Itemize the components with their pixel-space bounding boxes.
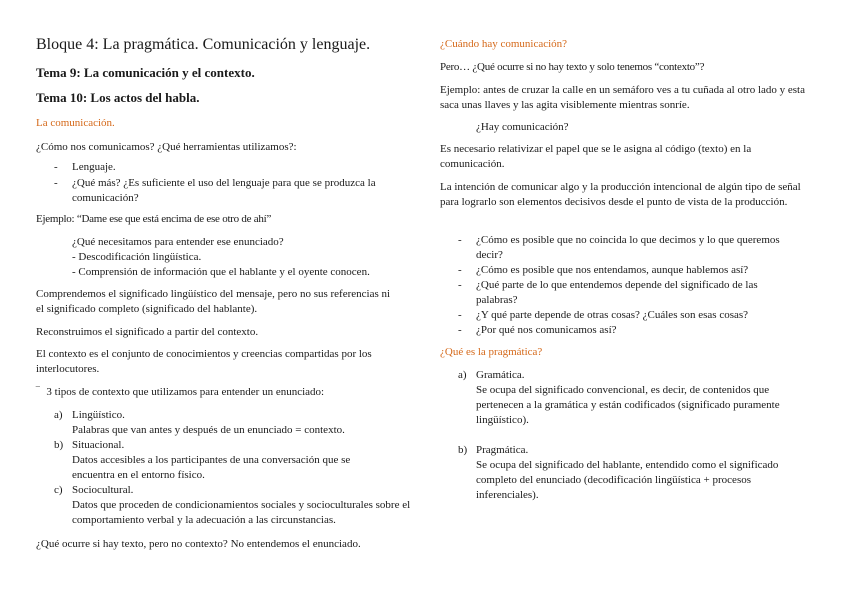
item-name: Sociocultural. [72, 484, 134, 496]
list-item [458, 323, 820, 338]
section-heading-comunicacion: La comunicación. [36, 117, 115, 129]
list-item [458, 368, 820, 443]
needs-list [72, 235, 416, 280]
list-item-text: ¿Y qué parte depende de otras cosas? ¿Cuáles son esas cosas? [476, 309, 749, 321]
list-item [458, 308, 820, 323]
dash-bullet: - [458, 234, 462, 246]
block-title: Bloque 4: La pragmática. Comunicación y lenguaje. [36, 36, 371, 53]
example-sentence: Ejemplo: “Dame ese que está encima de ese otro de ahí” [36, 213, 272, 225]
dash-bullet: - [54, 177, 58, 189]
section-heading-cuando: ¿Cuándo hay comunicación? [440, 38, 568, 50]
item-label: c) [54, 484, 63, 496]
section-heading-pragmatica: ¿Qué es la pragmática? [440, 346, 543, 358]
bullet-list-tools [54, 160, 416, 208]
paragraph-comprendemos: Comprendemos el significado lingüístico del mensaje, pero no sus referencias ni el significado completo (significado del hablante). [36, 288, 391, 315]
item-description: Datos que proceden de condicionamientos sociales y socioculturales sobre el comportamiento verbal y la adecuación a las circunstancias. [72, 499, 411, 526]
question-list [458, 233, 820, 338]
list-item [54, 483, 416, 528]
dash-bullet: - [458, 309, 462, 321]
list-item [458, 263, 820, 278]
list-item-text: ¿Cómo es posible que nos entendamos, aunque hablemos así? [476, 264, 749, 276]
list-item-text: ¿Qué más? ¿Es suficiente el uso del lenguaje para que se produzca la comunicación? [72, 177, 376, 204]
item-label: b) [54, 439, 64, 451]
item-label: a) [54, 409, 63, 421]
list-item [54, 438, 416, 483]
item-name: Lingüístico. [72, 409, 125, 421]
paragraph-intencion: La intención de comunicar algo y la producción intencional de algún tipo de señal para lograrlo son elementos decisivos desde el punto de vista de la producción. [440, 181, 801, 208]
list-item [458, 443, 820, 503]
item-name: Pragmática. [476, 444, 529, 456]
list-item [54, 176, 416, 208]
question-como: ¿Cómo nos comunicamos? ¿Qué herramientas utilizamos?: [36, 141, 297, 153]
paragraph-final: ¿Qué ocurre si hay texto, pero no contexto? No entendemos el enunciado. [36, 538, 361, 550]
item-description: Se ocupa del significado convencional, es decir, de contenidos que pertenecen a la gramática y están codificados (significado puramente lingüístico). [476, 384, 780, 426]
list-item [458, 278, 820, 308]
question-pero: Pero… ¿Qué ocurre si no hay texto y solo tenemos “contexto”? [440, 61, 705, 73]
item-name: Situacional. [72, 439, 125, 451]
dash-bullet: - [458, 324, 462, 336]
list-item-text: ¿Cómo es posible que no coincida lo que decimos y lo que queremos decir? [476, 234, 780, 261]
item-description: Palabras que van antes y después de un enunciado = contexto. [72, 424, 345, 436]
item-name: Gramática. [476, 369, 525, 381]
needs-question: ¿Qué necesitamos para entender ese enunciado? [72, 236, 284, 248]
paragraph-contexto: El contexto es el conjunto de conocimientos y creencias compartidas por los interlocutores. [36, 348, 372, 375]
list-item [54, 408, 416, 438]
tema-9-heading: Tema 9: La comunicación y el contexto. [36, 65, 255, 80]
context-types-list [54, 408, 416, 528]
dash-bullet: - [458, 279, 462, 291]
context-types-intro [36, 385, 324, 400]
list-item-text: ¿Qué parte de lo que entendemos depende del significado de las palabras? [476, 279, 758, 306]
tema-10-heading: Tema 10: Los actos del habla. [36, 90, 200, 105]
needs-item: - Descodificación lingüística. [72, 251, 202, 263]
item-label: a) [458, 369, 467, 381]
item-label: b) [458, 444, 468, 456]
paragraph-ejemplo: Ejemplo: antes de cruzar la calle en un semáforo ves a tu cuñada al otro lado y esta saca unas llaves y las agita visiblemente mientras sonríe. [440, 84, 805, 111]
item-description: Se ocupa del significado del hablante, entendido como el significado completo del enunciado (decodificación lingüística + procesos inferenciales). [476, 459, 779, 501]
needs-item: - Comprensión de información que el hablante y el oyente conocen. [72, 266, 370, 278]
list-item-text: ¿Por qué nos comunicamos así? [476, 324, 617, 336]
dash-bullet: - [54, 161, 58, 173]
context-types-text: 3 tipos de contexto que utilizamos para entender un enunciado: [46, 386, 325, 398]
paragraph-relativizar: Es necesario relativizar el papel que se le asigna al código (texto) en la comunicación. [440, 143, 752, 170]
overline-mark: ‾ [36, 386, 40, 398]
dash-bullet: - [458, 264, 462, 276]
list-item [458, 233, 820, 263]
list-item-text: Lenguaje. [72, 161, 116, 173]
definitions-list [458, 368, 820, 503]
item-description: Datos accesibles a los participantes de una conversación que se encuentra en el entorno físico. [72, 454, 351, 481]
question-hay: ¿Hay comunicación? [476, 121, 569, 133]
list-item [54, 160, 416, 176]
paragraph-reconstruimos: Reconstruimos el significado a partir del contexto. [36, 326, 259, 338]
